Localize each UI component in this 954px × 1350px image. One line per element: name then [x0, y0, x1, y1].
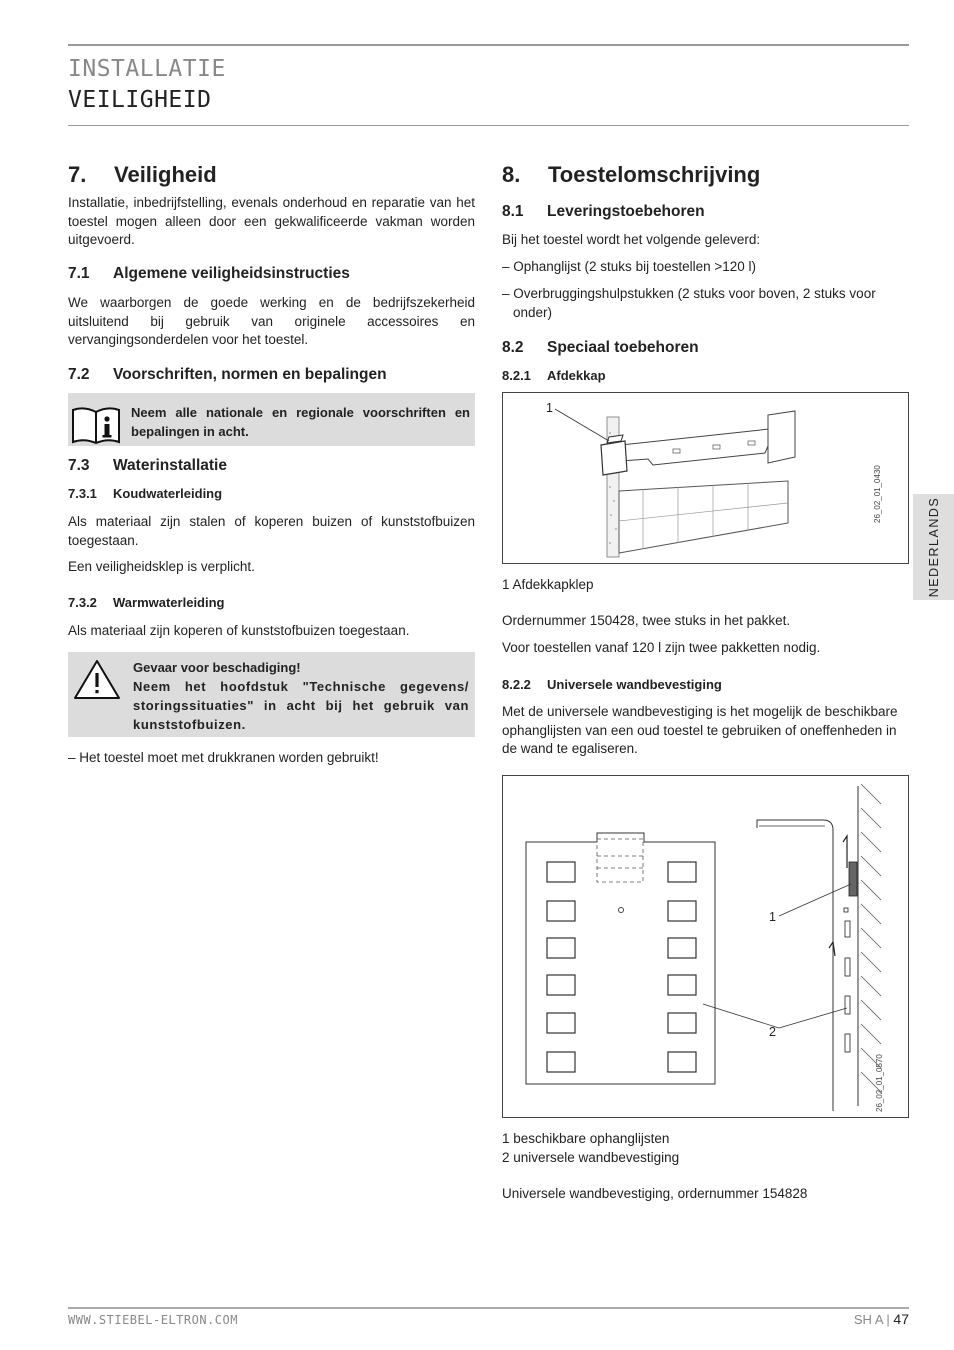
section-7-3-1-text-2: Een veiligheidsklep is verplicht. — [68, 559, 255, 574]
cover-cap-callout-1: 1 — [546, 401, 553, 415]
section-7-3-1-text: Als materiaal zijn stalen of koperen buizen of kunststofbuizen toegestaan. — [68, 514, 475, 548]
wall-mount-figure — [502, 775, 909, 1118]
warning-title: Gevaar voor beschadiging! — [133, 660, 301, 675]
language-tab-label: NEDERLANDS — [926, 496, 941, 598]
section-8-2-2-heading: 8.2.2 Universele wandbevestiging — [502, 677, 722, 692]
cover-cap-order-text: Ordernummer 150428, twee stuks in het pakket. — [502, 613, 791, 628]
section-7-3-heading: 7.3 Waterinstallatie — [68, 457, 227, 474]
section-7-3-1-heading: 7.3.1 Koudwaterleiding — [68, 486, 223, 501]
section-7-1-heading: 7.1 Algemene veiligheidsinstructies — [68, 265, 350, 282]
warning-icon — [73, 658, 121, 700]
delivery-item-2: – Overbruggingshulpstukken (2 stuks voor boven, 2 stuks voor onder) — [502, 286, 876, 320]
wall-mount-callout-1: 1 — [769, 910, 776, 924]
footer-model: SH A — [853, 1312, 883, 1327]
section-8-1-heading: 8.1 Leveringstoebehoren — [502, 203, 705, 220]
section-7-2-heading: 7.2 Voorschriften, normen en bepalingen — [68, 366, 387, 383]
header-bottom-rule — [68, 125, 909, 126]
delivery-item-1: – Ophanglijst (2 stuks bij toestellen >120 l) — [502, 259, 757, 274]
section-7-3-2-text: Als materiaal zijn koperen of kunststofbuizen toegestaan. — [68, 623, 410, 638]
bullet-pressure-taps: – Het toestel moet met drukkranen worden gebruikt! — [68, 750, 379, 765]
section-8-heading: 8. Toestelomschrijving — [502, 162, 761, 187]
section-8-2-2-text: Met de universele wandbevestiging is het mogelijk de beschikbare ophanglijsten van een oud toestel te gebruiken of oneffenheden in de wand te egaliseren. — [502, 704, 898, 756]
warning-text: Neem het hoofdstuk "Technische gegevens/ storingssituaties" in acht bij het gebruik van kunststofbuizen. — [133, 679, 469, 732]
cover-cap-figure — [502, 392, 909, 564]
section-8-2-1-heading: 8.2.1 Afdekkap — [502, 368, 606, 383]
warning-box — [68, 652, 475, 737]
wall-mount-callout-2: 2 — [769, 1025, 776, 1039]
footer-separator: | — [886, 1312, 890, 1327]
section-7-text: Installatie, inbedrijfstelling, evenals onderhoud en reparatie van het toestel mogen alleen door een gekwalificeerde vakman worden uitgevoerd. — [68, 195, 475, 247]
wall-mount-drawing — [503, 776, 908, 1117]
language-tab[interactable] — [913, 494, 954, 600]
footer-page-info — [854, 1311, 909, 1327]
cover-cap-figure-code: 26_02_01_0430 — [873, 465, 882, 523]
header-title: VEILIGHEID — [68, 87, 212, 113]
cover-cap-legend: 1 Afdekkapklep — [502, 577, 594, 592]
cover-cap-package-text: Voor toestellen vanaf 120 l zijn twee pakketten nodig. — [502, 640, 821, 655]
cover-cap-drawing — [503, 393, 908, 563]
section-8-1-intro: Bij het toestel wordt het volgende geleverd: — [502, 232, 761, 247]
wall-mount-order-text: Universele wandbevestiging, ordernummer 154828 — [502, 1186, 808, 1201]
footer-website-link[interactable]: WWW.STIEBEL-ELTRON.COM — [68, 1313, 238, 1327]
section-7-heading: 7. Veiligheid — [68, 162, 217, 187]
manual-info-icon — [71, 406, 121, 444]
section-8-2-heading: 8.2 Speciaal toebehoren — [502, 339, 699, 356]
wall-mount-figure-code: 26_02_01_0570 — [875, 1054, 884, 1112]
section-7-3-2-heading: 7.3.2 Warmwaterleiding — [68, 595, 225, 610]
wall-mount-legend-1: 1 beschikbare ophanglijsten — [502, 1131, 670, 1146]
header-category: INSTALLATIE — [68, 56, 226, 82]
footer-rule — [68, 1307, 909, 1309]
info-note-text: Neem alle nationale en regionale voorschriften en bepalingen in acht. — [131, 405, 470, 439]
section-7-1-text: We waarborgen de goede werking en de bedrijfszekerheid uitsluitend bij gebruik van originele accessoires en vervangingsonderdelen voor het toestel. — [68, 295, 475, 347]
wall-mount-legend-2: 2 universele wandbevestiging — [502, 1150, 680, 1165]
info-note-box — [68, 393, 475, 446]
header-top-rule — [68, 44, 909, 46]
footer-page-number: 47 — [893, 1311, 909, 1327]
